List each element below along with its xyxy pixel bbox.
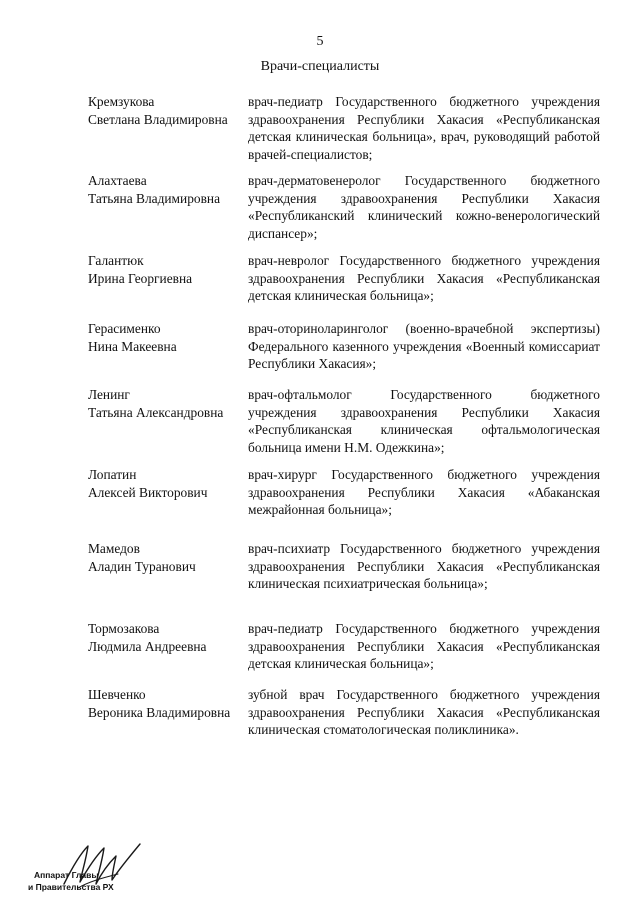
specialist-position: зубной врач Государственного бюджетного учреждения здравоохранения Республики Хакасия «Республиканская клиническая стоматологическая поликлиника». [248, 687, 600, 738]
specialist-given-names: Алексей Викторович [88, 484, 208, 500]
page-number: 5 [316, 34, 324, 49]
specialist-name [88, 686, 253, 721]
specialist-given-names: Татьяна Александровна [88, 404, 224, 420]
stamp-line-1: Аппарат Главы [34, 870, 99, 880]
specialist-position: врач-педиатр Государственного бюджетного учреждения здравоохранения Республики Хакасия «Республиканская детская клиническая больница»; [248, 621, 600, 672]
specialist-name [88, 386, 253, 421]
specialist-surname: Галантюк [88, 253, 144, 268]
specialist-surname: Лопатин [88, 467, 137, 482]
specialist-given-names: Татьяна Владимировна [88, 190, 221, 206]
approval-stamp [28, 838, 148, 900]
specialist-position: врач-дерматовенеролог Государственного бюджетного учреждения здравоохранения Республики Хакасия «Республиканский клинический кожно-венерологический диспансер»; [248, 173, 600, 241]
specialist-position: врач-педиатр Государственного бюджетного учреждения здравоохранения Республики Хакасия «Республиканская детская клиническая больница», врач, руководящий работой врачей-специалистов; [248, 94, 600, 162]
specialist-position: врач-хирург Государственного бюджетного учреждения здравоохранения Республики Хакасия «Абаканская межрайонная больница»; [248, 467, 600, 518]
specialist-given-names: Светлана Владимировна [88, 111, 228, 127]
specialist-position: врач-оториноларинголог (военно-врачебной экспертизы) Федерального казенного учреждения «Военный комиссариат Республики Хакасия»; [248, 321, 600, 372]
specialist-name [88, 466, 253, 501]
specialist-surname: Тормозакова [88, 621, 160, 636]
specialist-surname: Шевченко [88, 687, 146, 702]
specialist-name [88, 620, 253, 655]
specialist-name [88, 252, 253, 287]
specialist-surname: Кремзукова [88, 94, 155, 109]
specialist-position: врач-невролог Государственного бюджетного учреждения здравоохранения Республики Хакасия «Республиканская детская клиническая больница»; [248, 253, 600, 304]
specialist-given-names: Вероника Владимировна [88, 704, 231, 720]
specialist-given-names: Ирина Георгиевна [88, 270, 193, 286]
specialist-surname: Герасименко [88, 321, 161, 336]
specialist-name [88, 93, 253, 128]
specialist-given-names: Нина Макеевна [88, 338, 177, 354]
stamp-line-2: и Правительства РХ [28, 882, 114, 892]
specialist-given-names: Людмила Андреевна [88, 638, 207, 654]
specialist-surname: Мамедов [88, 541, 140, 556]
specialist-surname: Алахтаева [88, 173, 147, 188]
specialist-name [88, 540, 253, 575]
specialist-given-names: Аладин Туранович [88, 558, 196, 574]
specialist-name [88, 172, 253, 207]
specialist-name [88, 320, 253, 355]
specialist-surname: Ленинг [88, 387, 130, 402]
specialist-position: врач-психиатр Государственного бюджетного учреждения здравоохранения Республики Хакасия «Республиканская клиническая психиатрическая больница»; [248, 541, 600, 592]
section-title: Врачи-специалисты [260, 59, 380, 74]
specialist-position: врач-офтальмолог Государственного бюджетного учреждения здравоохранения Республики Хакасия «Республиканская клиническая офтальмологическая больница имени Н.М. Одежкина»; [248, 387, 600, 455]
